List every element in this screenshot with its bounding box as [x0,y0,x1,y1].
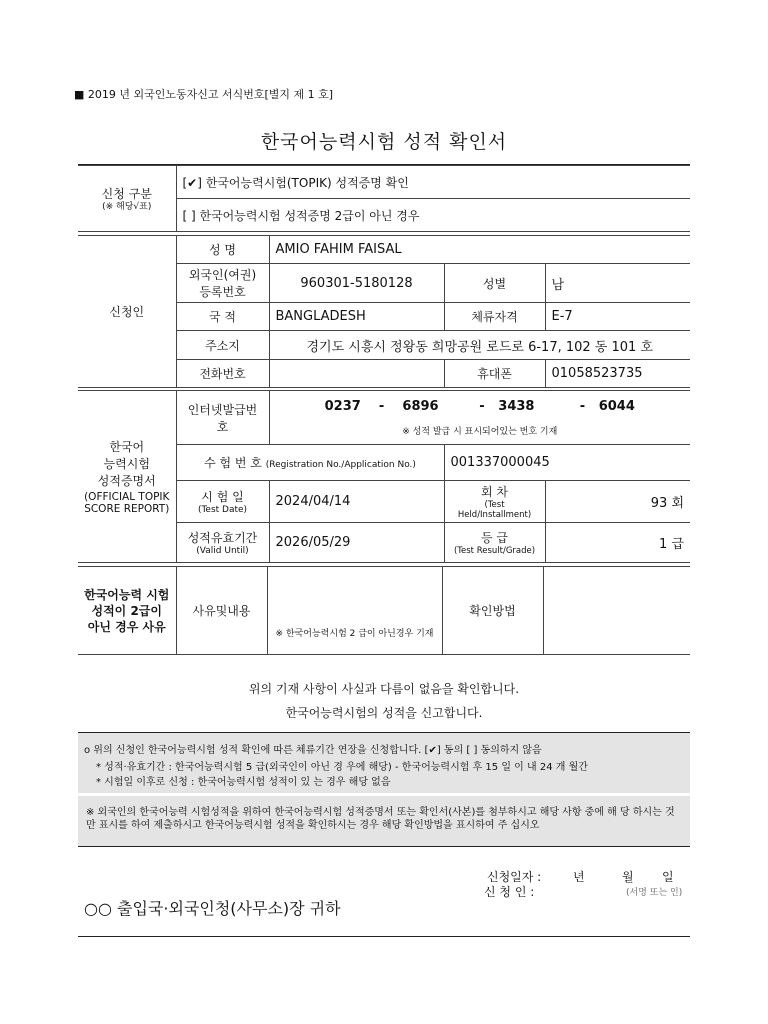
application-type-sublabel: (※ 해당√표) [102,201,152,212]
test-date-label: 시 험 일 [201,489,244,504]
pledge-line-2: 한국어능력시험의 성적을 신고합니다. [285,706,483,720]
section-non-grade-reason [78,566,690,655]
grade-label-en: (Test Result/Grade) [453,546,536,556]
regno-label-1: 외국인(여권) [188,268,257,282]
visa-value[interactable]: E-7 [545,303,690,331]
confirm-method-label: 확인방법 [442,567,543,655]
signature-date-label: 신청일자 : [487,870,542,884]
nationality-label: 국 적 [176,303,269,331]
grade-value[interactable]: 1 급 [545,523,690,563]
regno-value[interactable]: 960301-5180128 [269,264,444,303]
phone-value[interactable] [269,360,444,388]
signature-signer-label: 신 청 인 : [484,885,535,899]
round-value[interactable]: 93 회 [545,481,690,523]
notice-consent-line-3: * 시험일 이후로 신청 : 한국어능력시험 성적이 있 는 경우 해당 없음 [96,777,391,788]
confirm-method-value[interactable] [543,567,690,655]
application-type-label-cell [78,166,176,232]
address-label: 주소지 [176,331,269,360]
grade-label-cell [444,523,545,563]
reason-value-cell[interactable] [267,567,442,655]
score-section-label-en: (OFFICIAL TOPIK SCORE REPORT) [84,491,170,515]
header-note: ■ 2019 년 외국인노동자신고 서식번호[별지 제 1 호] [74,88,334,101]
signature-sign-note: (서명 또는 인) [626,888,683,898]
applicant-section-label: 신청인 [78,236,176,388]
name-value[interactable]: AMIO FAHIM FAISAL [269,236,690,264]
nationality-value[interactable]: BANGLADESH [269,303,444,331]
section-application-type [78,165,690,232]
reason-section-label: 한국어능력 시험 성적이 2급이 아닌 경우 사유 [78,567,176,655]
pledge-line-1: 위의 기재 사항이 사실과 다름이 없음을 확인합니다. [248,682,520,696]
mobile-label: 휴대폰 [444,360,545,388]
valid-until-label: 성적유효기간 [187,530,258,545]
test-date-label-en: (Test Date) [197,504,248,515]
round-label-en: (Test Held/Installment) [457,500,532,520]
section-topik-score [78,390,690,563]
application-option-1[interactable]: [✔] 한국어능력시험(TOPIK) 성적증명 확인 [176,166,690,199]
notice-attachment: ※ 외국인의 한국어능력 시험성적을 위하여 한국어능력시험 성적증명서 또는 확인서(사본)를 첨부하시고 해당 사항 중에 해 당 하시는 것 만 표시를 하여 제출하시고 한국어능력시험 성적을 확인하시는 경우 해당 확인방법을 표시하여 주 십시오 [78,796,690,846]
application-option-2[interactable]: [ ] 한국어능력시험 성적증명 2급이 아닌 경우 [176,199,690,232]
phone-label: 전화번호 [176,360,269,388]
reason-label: 사유및내용 [176,567,267,655]
signature-month-mark: 월 [622,870,634,884]
signature-year-mark: 년 [573,870,585,884]
bottom-rule [78,936,690,937]
valid-until-label-cell [176,523,269,563]
test-date-value[interactable]: 2024/04/14 [269,481,444,523]
round-label-cell [444,481,545,523]
notice-bottom-rule [78,846,690,847]
score-section-label-1: 한국어 [109,440,145,454]
visa-label: 체류자격 [444,303,545,331]
gender-label: 성별 [444,264,545,303]
page-title: 한국어능력시험 성적 확인서 [260,131,508,153]
notice-consent-line-1: o 위의 신청인 한국어능력시험 성적 확인에 따른 체류기간 연장을 신청합니다. [✔] 동의 [ ] 동의하지 않음 [84,745,542,756]
grade-label: 등 급 [481,531,508,545]
gender-value[interactable]: 남 [545,264,690,303]
valid-until-value[interactable]: 2026/05/29 [269,523,444,563]
application-type-label: 신청 구분 [101,186,152,201]
regno-label-cell [176,264,269,303]
address-value[interactable]: 경기도 시흥시 정왕동 희망공원 로드로 6-17, 102 동 101 호 [269,331,690,360]
notice-consent-line-2: * 성적·유효기간 : 한국어능력시험 5 급(외국인이 아닌 경 우에 해당) - 한국어능력시험 후 15 일 이 내 24 개 월간 [96,762,588,773]
reason-note: ※ 한국어능력시험 2 급이 아닌경우 기재 [275,629,434,639]
verify-note: ※ 성적 발급 시 표시되어있는 번호 기재 [402,426,558,437]
exam-regno-value[interactable]: 001337000045 [444,445,690,481]
signature-day-mark: 일 [662,870,674,884]
mobile-value[interactable]: 01058523735 [545,360,690,388]
score-section-label-cell [78,391,176,563]
exam-regno-label: 수 험 번 호 [204,456,262,470]
round-label: 회 차 [481,485,508,499]
name-label: 성 명 [176,236,269,264]
exam-regno-label-cell [176,445,444,481]
verify-label: 인터넷발급번호 [176,391,269,445]
score-section-label-3: 성적증명서 [97,474,156,488]
regno-label-2: 등록번호 [199,285,246,299]
office-addressee: ○○ 출입국·외국인청(사무소)장 귀하 [84,899,341,918]
exam-regno-label-en: (Registration No./Application No.) [265,460,416,470]
verify-value[interactable]: 0237 - 6896 - 3438 - 6044 [324,398,635,414]
section-applicant [78,235,690,388]
verify-cell [269,391,690,445]
notice-consent [78,733,690,793]
test-date-label-cell [176,481,269,523]
valid-until-label-en: (Valid Until) [196,545,249,556]
score-section-label-2: 능력시험 [103,457,150,471]
